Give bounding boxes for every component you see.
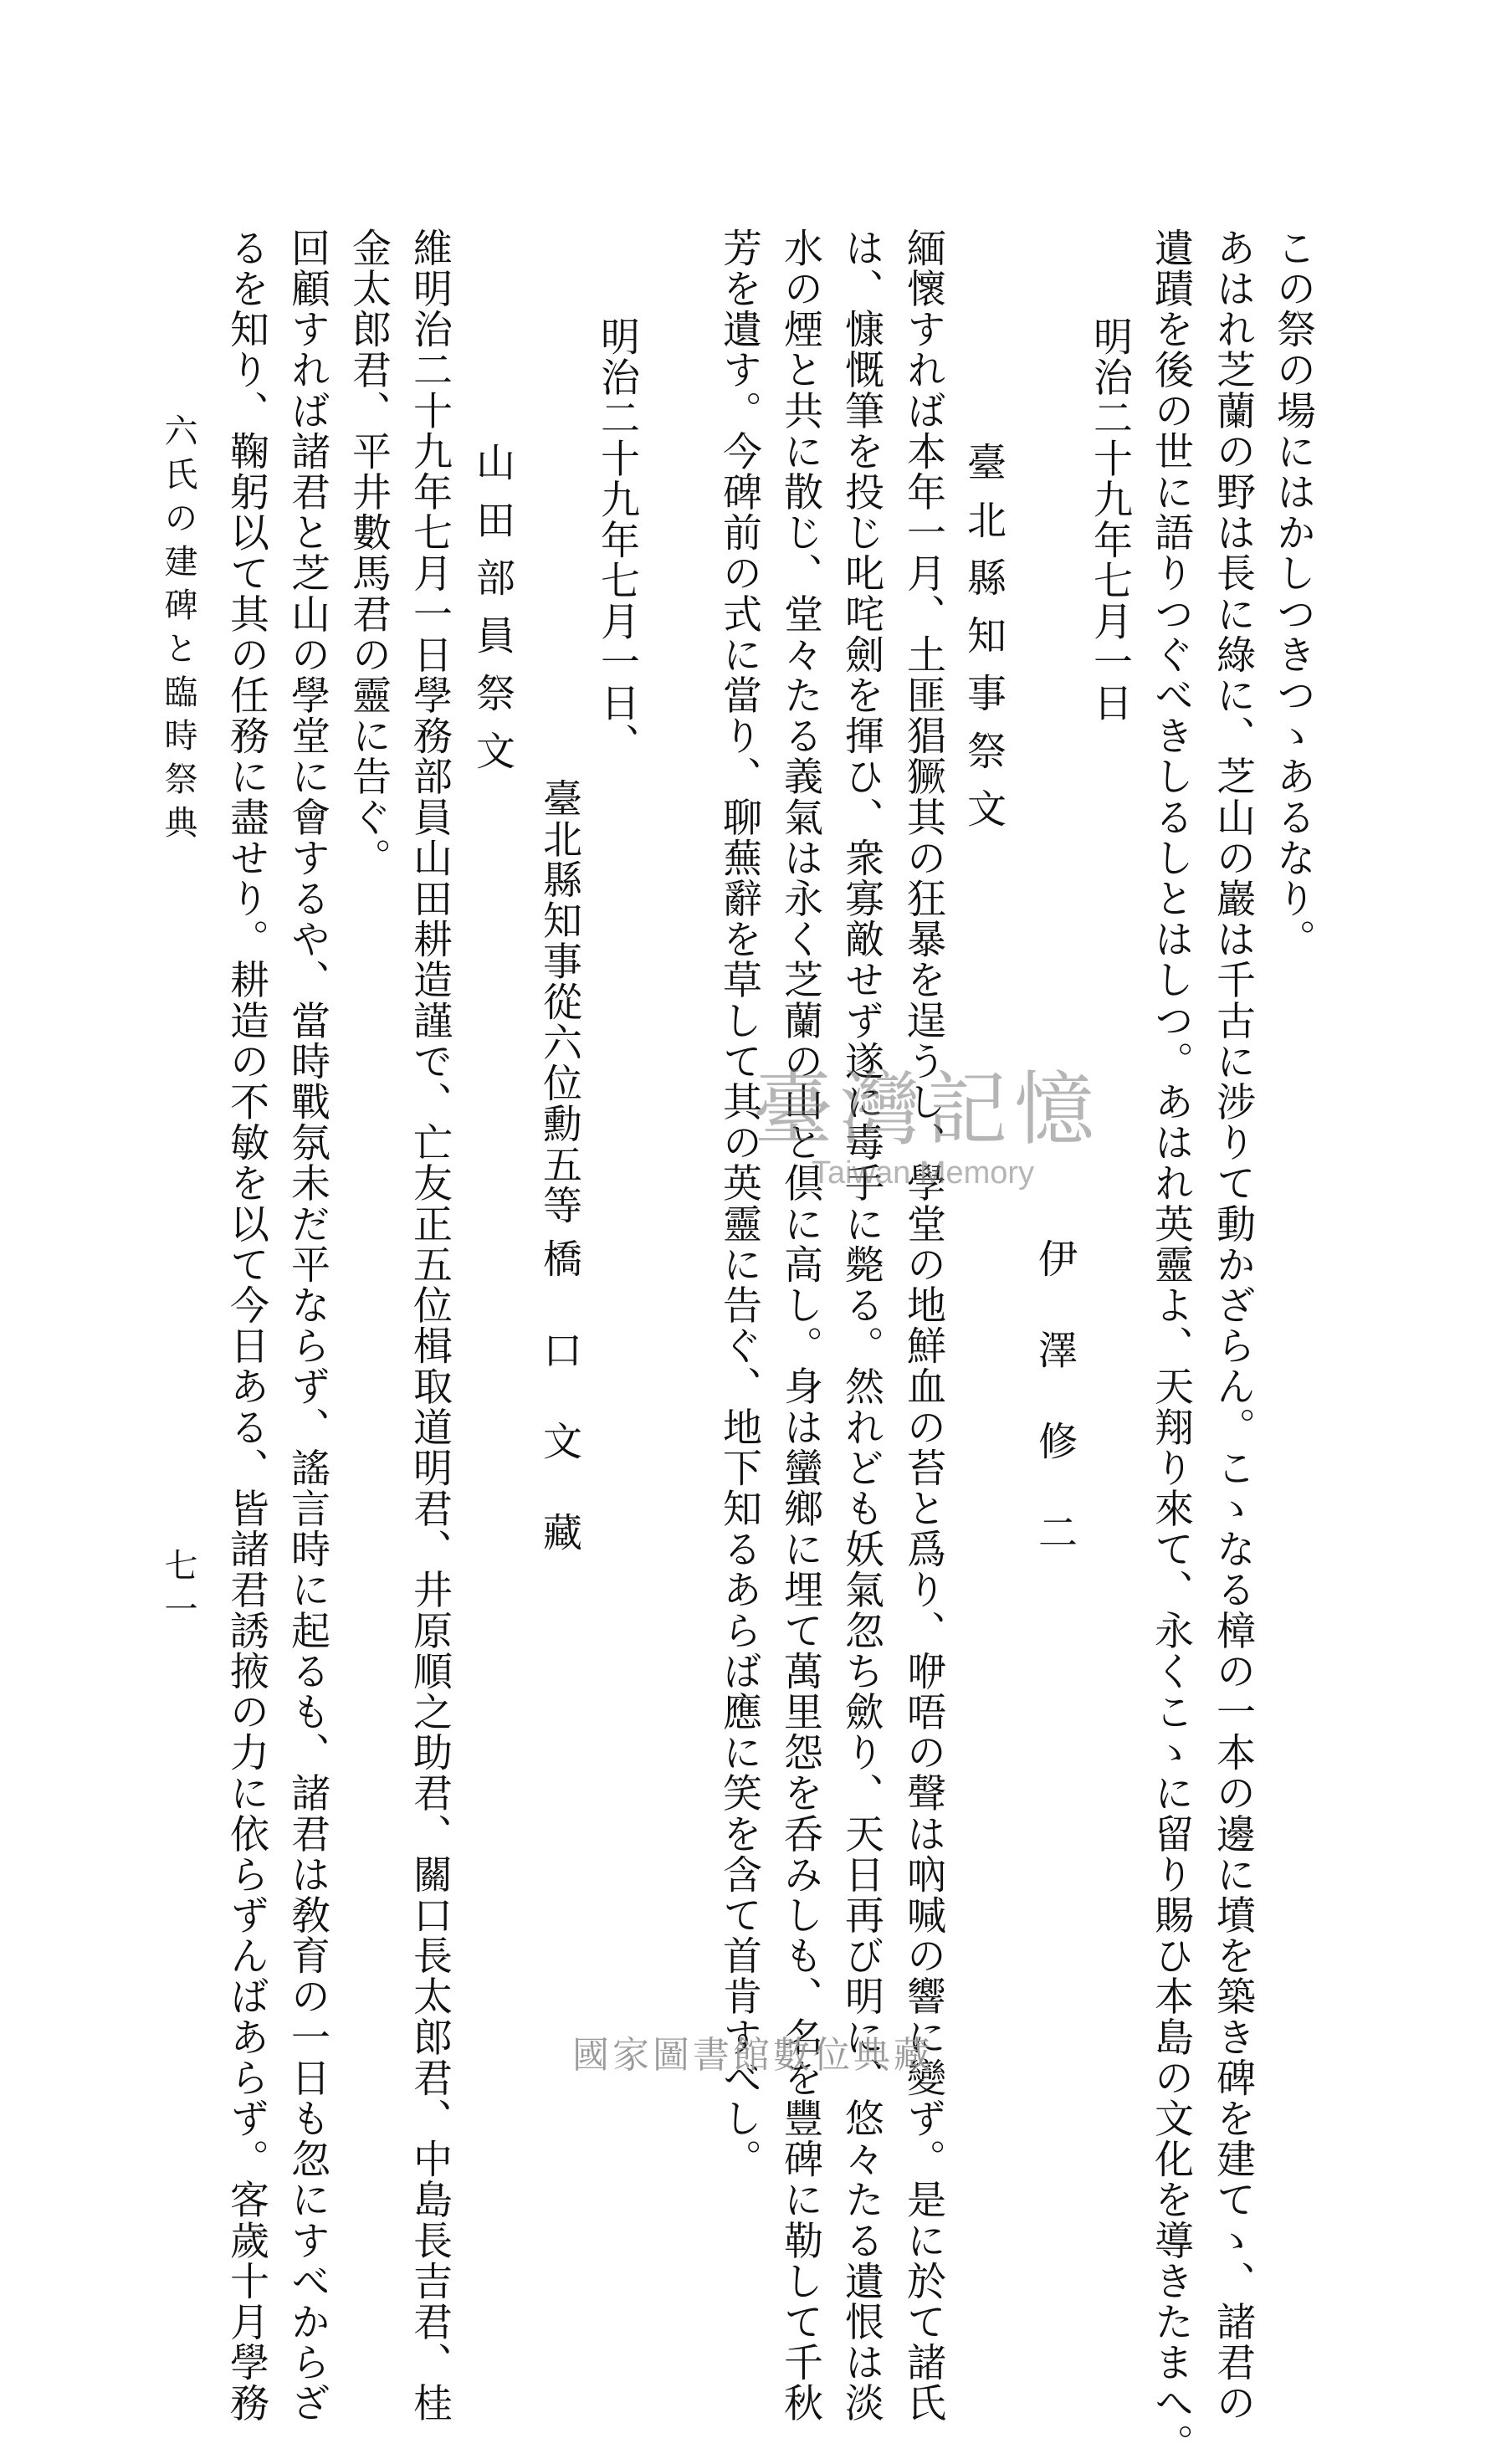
text-column-1: この祭の場にはかしつきつゝあるなり。 xyxy=(1270,228,1316,960)
text-column-14: 金太郎君、平井數馬君の靈に告ぐ。 xyxy=(346,228,392,879)
section-heading-prefect: 臺北縣知事祭文 xyxy=(960,442,1007,846)
page-number: 七一 xyxy=(159,1548,197,1635)
text-column-7: は、慷慨筆を投じ叱咤劍を揮ひ、衆寡敵せず遂に毒手に斃る。然れども妖氣忽ち歛り、天日再び明に、悠々たる遺恨は淡 xyxy=(838,228,884,2424)
watermark xyxy=(753,1046,1101,1191)
footer-archive-label: 國家圖書館數位典藏 xyxy=(572,2034,934,2077)
text-column-8: 水の煙と共に散じ、堂々たる義氣は永く芝蘭の山と倶に高し。身は蠻鄉に埋て萬里怨を呑みしも、名を豐碑に勒して千秋 xyxy=(777,228,823,2424)
text-column-15: 回顧すれば諸君と芝山の學堂に會するや、當時戰氛未だ平ならず、謠言時に起るも、諸君は敎育の一日も忽にすべからざ xyxy=(284,228,330,2424)
text-column-13: 維明治二十九年七月一日學務部員山田耕造謹で、亡友正五位楫取道明君、井原順之助君、關口長太郎君、中島長吉君、桂 xyxy=(407,228,453,2424)
text-column-2: あはれ芝蘭の野は長に綠に、芝山の巖は千古に涉りて動かざらん。こゝなる樟の一本の邊に墳を築き碑を建てゝ、諸君の xyxy=(1210,228,1256,2424)
author-izawa: 伊澤修二 xyxy=(1032,1238,1078,1603)
section-heading-yamada: 山田部員祭文 xyxy=(469,442,515,788)
running-title: 六氏の建碑と臨時祭典 xyxy=(159,413,197,848)
text-column-3: 遺蹟を後の世に語りつぐべきしるしとはしつ。あはれ英靈よ、天翔り來て、永くこゝに留り賜ひ本島の文化を導きたまへ。 xyxy=(1148,228,1194,2464)
author-hashiguchi: 橋口文藏 xyxy=(536,1238,582,1603)
watermark-sub: Taiwan Memory xyxy=(812,1155,1035,1191)
signatory-title: 臺北縣知事從六位勳五等 xyxy=(536,778,582,1226)
date-line-2: 明治二十九年七月一日、 xyxy=(594,316,640,764)
date-line-1: 明治二十九年七月一日 xyxy=(1087,316,1133,723)
text-column-6: 緬懷すれば本年一月、土匪猖獗其の狂暴を逞うし、學堂の地鮮血の苔と爲り、咿唔の聲は吶喊の響に變ず。是に於て諸氏 xyxy=(900,228,946,2424)
watermark-main: 臺灣記憶 xyxy=(753,1063,1101,1156)
text-column-16: るを知り、鞠躬以て其の任務に盡せり。耕造の不敏を以て今日ある、皆諸君誘掖の力に依らずんばあらず。客歲十月學務 xyxy=(223,228,269,2424)
text-column-9: 芳を遺す。今碑前の式に當り、聊蕪辭を草して其の英靈に告ぐ、地下知るあらば應に笑を含て首肯すべし。 xyxy=(716,228,762,2180)
